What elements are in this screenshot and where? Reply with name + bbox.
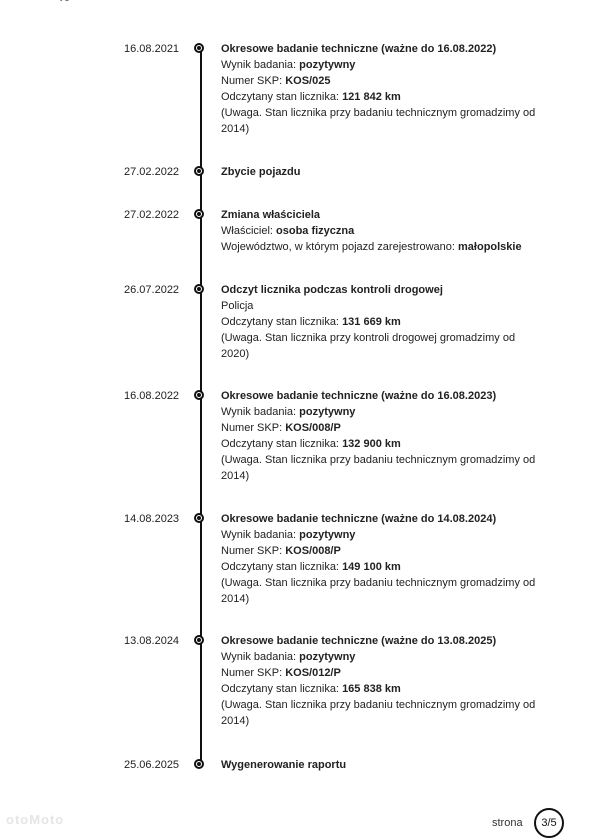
detail-value: 165 838 km (342, 683, 401, 695)
entry-detail-line (221, 681, 541, 697)
entry-content (221, 41, 541, 137)
detail-value: 131 669 km (342, 316, 401, 328)
timeline-dot-icon (194, 43, 204, 53)
entry-content (221, 207, 541, 255)
entry-detail-line (221, 330, 541, 362)
detail-value: małopolskie (458, 241, 522, 253)
entry-detail-line (221, 436, 541, 452)
timeline-dot-icon (194, 513, 204, 523)
detail-label: Wynik badania: (221, 406, 300, 418)
detail-label: Odczytany stan licznika: (221, 561, 343, 573)
generation-date-label (32, 0, 119, 1)
entry-detail-line (221, 105, 541, 137)
entry-title: Okresowe badanie techniczne (ważne do 14.08.2024) (221, 513, 497, 525)
detail-value: pozytywny (299, 651, 356, 663)
detail-value: KOS/025 (285, 75, 331, 87)
detail-label: Województwo, w którym pojazd zarejestrowano: (221, 241, 459, 253)
detail-label: Odczytany stan licznika: (221, 438, 343, 450)
generation-date-value (121, 0, 192, 1)
entry-detail-line (221, 697, 541, 729)
timeline-dot-icon (194, 635, 204, 645)
detail-value: pozytywny (299, 529, 356, 541)
entry-detail-line (221, 527, 541, 543)
entry-detail-line (221, 665, 541, 681)
timeline-dot-icon (194, 390, 204, 400)
detail-value: osoba fizyczna (276, 225, 355, 237)
entry-detail-line (221, 649, 541, 665)
detail-value: KOS/008/P (285, 422, 341, 434)
detail-label: (Uwaga. Stan licznika przy badaniu technicznym gromadzimy od 2014) (221, 107, 536, 135)
detail-label: Odczytany stan licznika: (221, 91, 343, 103)
entry-date: 16.08.2021 (124, 43, 180, 55)
entry-detail-line (221, 404, 541, 420)
detail-label: Wynik badania: (221, 59, 300, 71)
entry-detail-line (221, 543, 541, 559)
entry-detail-line (221, 559, 541, 575)
entry-content (221, 388, 541, 484)
detail-label: Właściciel: (221, 225, 277, 237)
detail-label: Wynik badania: (221, 529, 300, 541)
entry-date: 25.06.2025 (124, 759, 180, 771)
detail-label: Numer SKP: (221, 422, 286, 434)
timeline-dot-icon (194, 759, 204, 769)
generation-date (32, 0, 192, 1)
entry-detail-line (221, 314, 541, 330)
entry-content (221, 757, 541, 773)
entry-content (221, 633, 541, 729)
entry-title: Odczyt licznika podczas kontroli drogowej (221, 284, 443, 296)
timeline-dot-icon (194, 284, 204, 294)
entry-detail-line (221, 239, 541, 255)
detail-label: Policja (221, 300, 254, 312)
entry-content (221, 511, 541, 607)
entry-title: Okresowe badanie techniczne (ważne do 13.08.2025) (221, 635, 497, 647)
detail-label: Numer SKP: (221, 75, 286, 87)
entry-date: 27.02.2022 (124, 209, 180, 221)
detail-label: Numer SKP: (221, 667, 286, 679)
detail-value: KOS/008/P (285, 545, 341, 557)
entry-date: 13.08.2024 (124, 635, 180, 647)
entry-title: Wygenerowanie raportu (221, 759, 347, 771)
detail-label: Odczytany stan licznika: (221, 316, 343, 328)
detail-label: (Uwaga. Stan licznika przy badaniu technicznym gromadzimy od 2014) (221, 454, 536, 482)
entry-date: 27.02.2022 (124, 166, 180, 178)
watermark-logo: otoMoto (6, 812, 65, 827)
entry-date: 14.08.2023 (124, 513, 180, 525)
detail-label: Wynik badania: (221, 651, 300, 663)
detail-value: KOS/012/P (285, 667, 341, 679)
entry-date: 16.08.2022 (124, 390, 180, 402)
detail-value: pozytywny (299, 59, 356, 71)
entry-detail-line (221, 73, 541, 89)
detail-label: (Uwaga. Stan licznika przy kontroli drogowej gromadzimy od 2020) (221, 332, 516, 360)
entry-title: Okresowe badanie techniczne (ważne do 16.08.2022) (221, 43, 497, 55)
page-label: strona (492, 817, 523, 829)
entry-detail-line (221, 452, 541, 484)
entry-detail-line (221, 420, 541, 436)
entry-detail-line (221, 89, 541, 105)
entry-content (221, 164, 541, 180)
detail-value: pozytywny (299, 406, 356, 418)
entry-detail-line (221, 298, 541, 314)
entry-detail-line (221, 575, 541, 607)
entry-content (221, 282, 541, 362)
entry-detail-line (221, 57, 541, 73)
detail-value: 149 100 km (342, 561, 401, 573)
entry-date: 26.07.2022 (124, 284, 180, 296)
entry-title: Zmiana właściciela (221, 209, 321, 221)
detail-label: (Uwaga. Stan licznika przy badaniu technicznym gromadzimy od 2014) (221, 577, 536, 605)
entry-title: Zbycie pojazdu (221, 166, 301, 178)
detail-label: Odczytany stan licznika: (221, 683, 343, 695)
timeline-dot-icon (194, 166, 204, 176)
timeline-dot-icon (194, 209, 204, 219)
detail-label: (Uwaga. Stan licznika przy badaniu technicznym gromadzimy od 2014) (221, 699, 536, 727)
entry-detail-line (221, 223, 541, 239)
detail-value: 132 900 km (342, 438, 401, 450)
detail-value: 121 842 km (342, 91, 401, 103)
timeline-line (200, 47, 202, 765)
entry-title: Okresowe badanie techniczne (ważne do 16.08.2023) (221, 390, 497, 402)
page-number-badge: 3/5 (534, 808, 564, 838)
detail-label: Numer SKP: (221, 545, 286, 557)
